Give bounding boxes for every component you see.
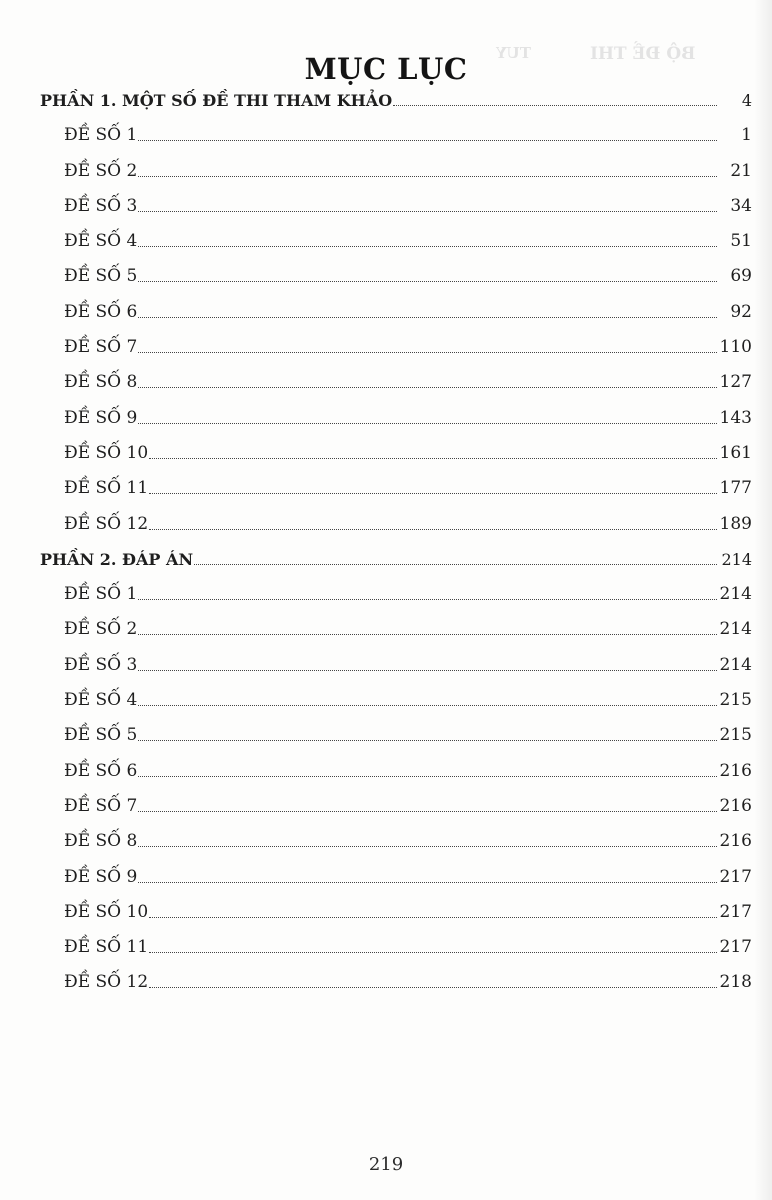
toc-entry-label: ĐỀ SỐ 5 xyxy=(64,266,138,287)
toc-page-number: 217 xyxy=(719,866,752,887)
toc-page-number: 177 xyxy=(719,478,752,499)
toc-entry-label: ĐỀ SỐ 6 xyxy=(64,760,138,781)
dot-leader xyxy=(138,846,717,847)
toc-entry-label: ĐỀ SỐ 3 xyxy=(64,654,138,675)
toc-entry-label: ĐỀ SỐ 12 xyxy=(64,513,149,534)
toc-entry[interactable] xyxy=(40,610,752,645)
dot-leader xyxy=(138,811,717,812)
toc-section-label: PHẦN 1. MỘT SỐ ĐỀ THI THAM KHẢO xyxy=(40,91,393,110)
dot-leader xyxy=(138,776,717,777)
toc-entry-label: ĐỀ SỐ 8 xyxy=(64,372,138,393)
toc-entry-label: ĐỀ SỐ 6 xyxy=(64,301,138,322)
toc-page-number: 215 xyxy=(719,690,752,711)
dot-leader xyxy=(149,917,717,918)
toc-entry[interactable] xyxy=(40,151,752,186)
dot-leader xyxy=(194,564,717,565)
dot-leader xyxy=(138,705,717,706)
toc-page-number: 217 xyxy=(719,937,752,958)
dot-leader xyxy=(138,281,717,282)
toc-section-1[interactable] xyxy=(40,86,752,116)
dot-leader xyxy=(138,423,717,424)
bleed-through-mark: BỘ ĐỀ THI xyxy=(590,44,696,64)
dot-leader xyxy=(393,105,717,106)
toc-entry[interactable] xyxy=(40,187,752,222)
toc-page-number: 215 xyxy=(719,725,752,746)
toc-entry[interactable] xyxy=(40,751,752,786)
toc-page-number: 161 xyxy=(719,442,752,463)
toc-entry[interactable] xyxy=(40,645,752,680)
toc-entry[interactable] xyxy=(40,822,752,857)
dot-leader xyxy=(138,882,717,883)
toc-entry[interactable] xyxy=(40,328,752,363)
page-title: MỤC LỤC xyxy=(304,52,468,86)
toc-entry[interactable] xyxy=(40,857,752,892)
toc-entry[interactable] xyxy=(40,434,752,469)
toc-entry[interactable] xyxy=(40,504,752,539)
toc-entry-label: ĐỀ SỐ 9 xyxy=(64,407,138,428)
dot-leader xyxy=(149,529,717,530)
dot-leader xyxy=(149,952,717,953)
toc-entry-label: ĐỀ SỐ 11 xyxy=(64,478,149,499)
toc-entry[interactable] xyxy=(40,469,752,504)
toc-page-number: 214 xyxy=(721,549,752,569)
dot-leader xyxy=(138,634,717,635)
dot-leader xyxy=(138,211,717,212)
toc-entry[interactable] xyxy=(40,575,752,610)
toc-entry-label: ĐỀ SỐ 4 xyxy=(64,690,138,711)
toc-page-number: 21 xyxy=(730,160,752,181)
toc-entry[interactable] xyxy=(40,787,752,822)
dot-leader xyxy=(149,987,717,988)
toc-page-number: 216 xyxy=(719,795,752,816)
dot-leader xyxy=(138,317,717,318)
toc-entry-label: ĐỀ SỐ 4 xyxy=(64,231,138,252)
dot-leader xyxy=(138,352,717,353)
toc-entry-label: ĐỀ SỐ 5 xyxy=(64,725,138,746)
toc-page-number: 69 xyxy=(730,266,752,287)
toc-page-number: 127 xyxy=(719,372,752,393)
toc-page-number: 189 xyxy=(719,513,752,534)
toc-entry[interactable] xyxy=(40,928,752,963)
toc-entry-label: ĐỀ SỐ 3 xyxy=(64,195,138,216)
dot-leader xyxy=(138,387,717,388)
toc-entry-label: ĐỀ SỐ 1 xyxy=(64,125,138,146)
toc-page-number: 110 xyxy=(719,337,752,358)
toc-entry[interactable] xyxy=(40,116,752,151)
dot-leader xyxy=(138,599,717,600)
dot-leader xyxy=(138,740,717,741)
dot-leader xyxy=(138,176,717,177)
toc-entry[interactable] xyxy=(40,257,752,292)
toc-entry[interactable] xyxy=(40,893,752,928)
toc-page-number: 51 xyxy=(730,231,752,252)
page-number: 219 xyxy=(368,1154,404,1175)
toc-page-number: 214 xyxy=(719,654,752,675)
toc-page-number: 218 xyxy=(719,972,752,993)
toc-page-number: 34 xyxy=(730,195,752,216)
toc-entry-label: ĐỀ SỐ 2 xyxy=(64,160,138,181)
toc-page-number: 216 xyxy=(719,760,752,781)
toc-entry-label: ĐỀ SỐ 7 xyxy=(64,337,138,358)
toc-page-number: 1 xyxy=(741,125,752,146)
toc-page-number: 214 xyxy=(719,619,752,640)
toc-entry-label: ĐỀ SỐ 2 xyxy=(64,619,138,640)
toc-entry-label: ĐỀ SỐ 10 xyxy=(64,901,149,922)
toc-entry-label: ĐỀ SỐ 8 xyxy=(64,831,138,852)
toc-page-number: 217 xyxy=(719,901,752,922)
toc-entry[interactable] xyxy=(40,292,752,327)
toc-section-label: PHẦN 2. ĐÁP ÁN xyxy=(40,549,194,569)
toc-page-number: 4 xyxy=(741,91,752,110)
toc-page-number: 214 xyxy=(719,584,752,605)
toc-entry-label: ĐỀ SỐ 7 xyxy=(64,795,138,816)
toc-entry[interactable] xyxy=(40,363,752,398)
table-of-contents xyxy=(40,86,752,998)
toc-entry-label: ĐỀ SỐ 11 xyxy=(64,937,149,958)
toc-entry[interactable] xyxy=(40,716,752,751)
page-edge-shadow xyxy=(754,0,772,1200)
toc-section-2[interactable] xyxy=(40,540,752,575)
toc-entry-label: ĐỀ SỐ 9 xyxy=(64,866,138,887)
dot-leader xyxy=(149,458,717,459)
dot-leader xyxy=(138,140,717,141)
toc-page-number: 92 xyxy=(730,301,752,322)
toc-page-number: 143 xyxy=(719,407,752,428)
toc-entry[interactable] xyxy=(40,222,752,257)
dot-leader xyxy=(138,246,717,247)
toc-entry-label: ĐỀ SỐ 10 xyxy=(64,442,149,463)
dot-leader xyxy=(149,493,717,494)
dot-leader xyxy=(138,670,717,671)
bleed-through-mark: TUY xyxy=(496,44,531,62)
toc-entry[interactable] xyxy=(40,398,752,433)
toc-page-number: 216 xyxy=(719,831,752,852)
toc-entry[interactable] xyxy=(40,963,752,998)
toc-entry-label: ĐỀ SỐ 12 xyxy=(64,972,149,993)
toc-entry-label: ĐỀ SỐ 1 xyxy=(64,584,138,605)
toc-entry[interactable] xyxy=(40,681,752,716)
